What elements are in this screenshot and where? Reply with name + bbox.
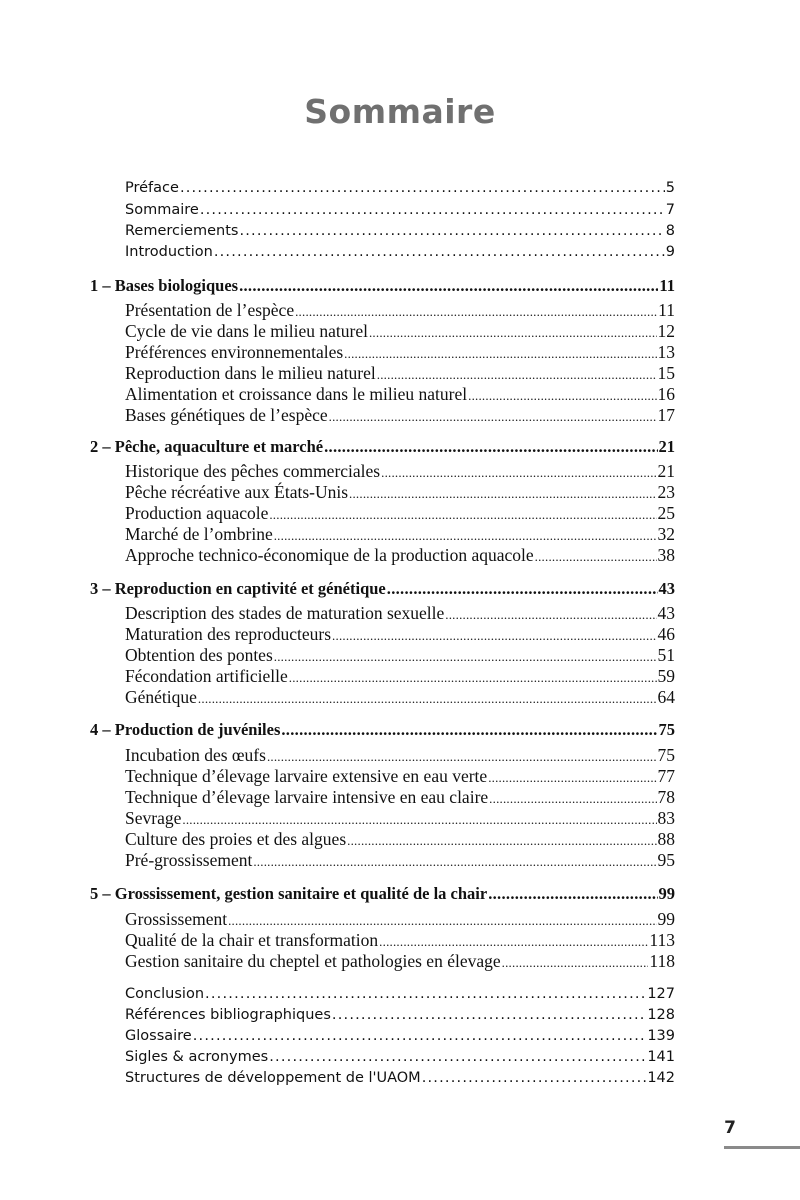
dot-leader: [369, 321, 657, 342]
toc-label: Production aquacole: [125, 503, 269, 523]
toc-entry[interactable]: [125, 503, 675, 524]
toc-chapter-2[interactable]: [90, 437, 675, 457]
toc-chapter-3[interactable]: [90, 579, 675, 599]
dot-leader: [332, 1007, 646, 1023]
toc-entry[interactable]: [125, 766, 675, 787]
toc-entry[interactable]: [125, 745, 675, 766]
toc-chapter-label: 5 – Grossissement, gestion sanitaire et qualité de la chair: [90, 884, 488, 903]
toc-label: Reproduction dans le milieu naturel: [125, 363, 376, 383]
toc-entry[interactable]: [125, 342, 675, 363]
toc-entry[interactable]: [125, 363, 675, 384]
toc-chapter-label: 2 – Pêche, aquaculture et marché: [90, 437, 324, 456]
toc-entry-structures[interactable]: [125, 1070, 675, 1086]
dot-leader: [180, 180, 665, 196]
toc-label: Sommaire: [125, 202, 199, 218]
toc-page: 51: [657, 645, 675, 665]
toc-entry[interactable]: [125, 300, 675, 321]
dot-leader: [329, 405, 657, 426]
dot-leader: [381, 461, 656, 482]
toc-label: Technique d’élevage larvaire intensive en eau claire: [125, 787, 489, 807]
toc-page: 99: [658, 884, 675, 903]
toc-page: 113: [649, 930, 675, 950]
dot-leader: [269, 503, 656, 524]
toc-page: 13: [657, 342, 675, 362]
dot-leader: [349, 482, 656, 503]
dot-leader: [347, 829, 656, 850]
toc-page: 118: [649, 951, 675, 971]
toc-page: 83: [657, 808, 675, 828]
toc-page: 7: [665, 202, 675, 218]
toc-entry[interactable]: [125, 951, 675, 972]
dot-leader: [488, 884, 657, 904]
dot-leader: [422, 1070, 647, 1086]
toc-entry-glossaire[interactable]: [125, 1028, 675, 1044]
toc-page: 77: [657, 766, 675, 786]
dot-leader: [193, 1028, 647, 1044]
toc-label: Alimentation et croissance dans le milieu naturel: [125, 384, 468, 404]
toc-page: 128: [647, 1007, 675, 1023]
toc-entry[interactable]: [125, 787, 675, 808]
toc-page: 17: [657, 405, 675, 425]
dot-leader: [332, 624, 656, 645]
toc-label: Sigles & acronymes: [125, 1049, 269, 1065]
toc-page: 23: [657, 482, 675, 502]
dot-leader: [488, 766, 656, 787]
dot-leader: [205, 986, 646, 1002]
dot-leader: [468, 384, 656, 405]
toc-page: 25: [657, 503, 675, 523]
toc-label: Préférences environnementales: [125, 342, 344, 362]
toc-page: 11: [659, 276, 675, 295]
dot-leader: [198, 687, 657, 708]
dot-leader: [214, 244, 665, 260]
toc-label: Pré-grossissement: [125, 850, 253, 870]
dot-leader: [445, 603, 656, 624]
toc-page: 139: [647, 1028, 675, 1044]
toc-page: 75: [657, 745, 675, 765]
toc-entry[interactable]: [125, 405, 675, 426]
toc-entry[interactable]: [125, 909, 675, 930]
dot-leader: [489, 787, 656, 808]
toc-chapter-label: 4 – Production de juvéniles: [90, 720, 281, 739]
toc-entry[interactable]: [125, 545, 675, 566]
dot-leader: [274, 645, 657, 666]
toc-label: Grossissement: [125, 909, 228, 929]
toc-label: Conclusion: [125, 986, 205, 1002]
toc-label: Historique des pêches commerciales: [125, 461, 381, 481]
toc-entry[interactable]: [125, 524, 675, 545]
toc-page: 95: [657, 850, 675, 870]
dot-leader: [502, 951, 649, 972]
toc-label: Fécondation artificielle: [125, 666, 288, 686]
toc-page: 75: [658, 720, 675, 739]
toc-page: 9: [665, 244, 675, 260]
toc-page: 127: [647, 986, 675, 1002]
toc-label: Approche technico-économique de la production aquacole: [125, 545, 534, 565]
dot-leader: [289, 666, 657, 687]
toc-label: Qualité de la chair et transformation: [125, 930, 379, 950]
toc-entry[interactable]: [125, 666, 675, 687]
toc-page: 16: [657, 384, 675, 404]
toc-page: 78: [657, 787, 675, 807]
toc-entry[interactable]: [125, 829, 675, 850]
toc-page: 99: [657, 909, 675, 929]
toc-entry-sigles[interactable]: [125, 1049, 675, 1065]
toc-label: Sevrage: [125, 808, 182, 828]
dot-leader: [379, 930, 648, 951]
toc-entry[interactable]: [125, 850, 675, 871]
toc-label: Incubation des œufs: [125, 745, 266, 765]
toc-page: 5: [665, 180, 675, 196]
toc-entry-remerciements[interactable]: [125, 223, 675, 239]
toc-label: Remerciements: [125, 223, 239, 239]
toc-entry-conclusion[interactable]: [125, 986, 675, 1002]
toc-page: 64: [657, 687, 675, 707]
toc-page: 21: [658, 437, 675, 456]
toc-entry[interactable]: [125, 645, 675, 666]
toc-entry-preface[interactable]: [125, 180, 675, 196]
dot-leader: [253, 850, 656, 871]
toc-label: Références bibliographiques: [125, 1007, 331, 1023]
dot-leader: [239, 223, 664, 239]
toc-entry[interactable]: [125, 321, 675, 342]
toc-entry[interactable]: [125, 808, 675, 829]
toc-entry-sommaire[interactable]: [125, 202, 675, 218]
toc-label: Présentation de l’espèce: [125, 300, 295, 320]
toc-page: 88: [657, 829, 675, 849]
toc-chapter-1[interactable]: [90, 276, 675, 296]
toc-entry-introduction[interactable]: [125, 244, 675, 260]
toc-label: Pêche récréative aux États-Unis: [125, 482, 349, 502]
page-title: Sommaire: [304, 92, 496, 131]
dot-leader: [200, 202, 665, 218]
dot-leader: [269, 1049, 646, 1065]
toc-label: Gestion sanitaire du cheptel et pathologies en élevage: [125, 951, 501, 971]
toc-page: 46: [657, 624, 675, 644]
toc-label: Structures de développement de l'UAOM: [125, 1070, 421, 1086]
dot-leader: [295, 300, 657, 321]
toc-page: 43: [658, 579, 675, 598]
toc-page: 12: [657, 321, 675, 341]
toc-page: 8: [665, 223, 675, 239]
toc-page: 11: [658, 300, 675, 320]
toc-label: Préface: [125, 180, 179, 196]
dot-leader: [535, 545, 657, 566]
toc-label: Marché de l’ombrine: [125, 524, 273, 544]
toc-label: Culture des proies et des algues: [125, 829, 347, 849]
toc-label: Glossaire: [125, 1028, 192, 1044]
toc-entry[interactable]: [125, 461, 675, 482]
dot-leader: [182, 808, 656, 829]
toc-page: 59: [657, 666, 675, 686]
toc-page: 142: [647, 1070, 675, 1086]
toc-chapter-label: 1 – Bases biologiques: [90, 276, 239, 295]
dot-leader: [274, 524, 657, 545]
toc-label: Description des stades de maturation sexuelle: [125, 603, 445, 623]
dot-leader: [228, 909, 656, 930]
dot-leader: [324, 437, 657, 457]
toc-entry-references[interactable]: [125, 1007, 675, 1023]
toc-entry[interactable]: [125, 687, 675, 708]
toc-label: Maturation des reproducteurs: [125, 624, 332, 644]
dot-leader: [377, 363, 657, 384]
page-number: 7: [724, 1118, 736, 1138]
toc-entry[interactable]: [125, 624, 675, 645]
dot-leader: [281, 720, 657, 740]
toc-entry[interactable]: [125, 930, 675, 951]
toc-page: 43: [657, 603, 675, 623]
page-number-rule: [724, 1146, 800, 1149]
toc-chapter-5[interactable]: [90, 884, 675, 904]
toc-label: Génétique: [125, 687, 197, 707]
toc-entry[interactable]: [125, 603, 675, 624]
dot-leader: [267, 745, 657, 766]
toc-label: Obtention des pontes: [125, 645, 273, 665]
toc-label: Bases génétiques de l’espèce: [125, 405, 328, 425]
toc-label: Introduction: [125, 244, 213, 260]
toc-chapter-label: 3 – Reproduction en captivité et génétique: [90, 579, 386, 598]
toc-page: 21: [657, 461, 675, 481]
toc-page: 141: [647, 1049, 675, 1065]
toc-chapter-4[interactable]: [90, 720, 675, 740]
toc-page: 32: [657, 524, 675, 544]
dot-leader: [239, 276, 658, 296]
toc-page: 38: [657, 545, 675, 565]
toc-entry[interactable]: [125, 482, 675, 503]
toc-page: 15: [657, 363, 675, 383]
dot-leader: [387, 579, 658, 599]
toc-label: Cycle de vie dans le milieu naturel: [125, 321, 368, 341]
dot-leader: [344, 342, 656, 363]
toc-label: Technique d’élevage larvaire extensive en eau verte: [125, 766, 488, 786]
toc-entry[interactable]: [125, 384, 675, 405]
